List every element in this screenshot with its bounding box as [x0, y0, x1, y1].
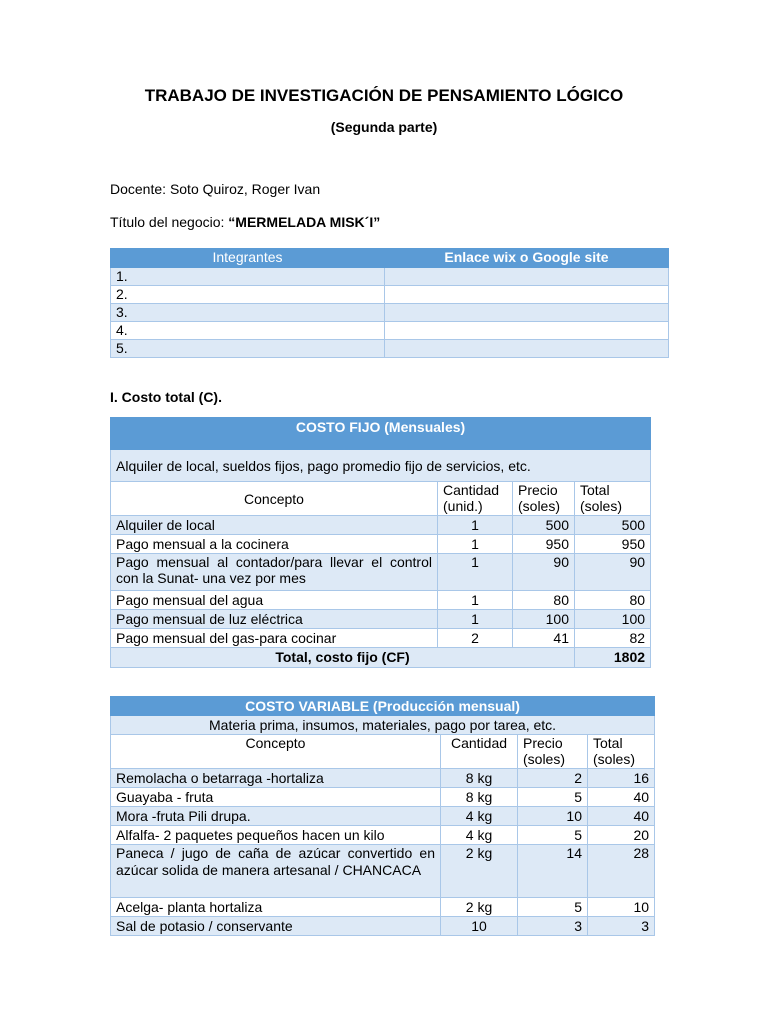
total-value: 1802 — [575, 648, 651, 668]
table-row — [111, 516, 651, 535]
table-row — [111, 845, 655, 898]
cell-cantidad: 4 kg — [441, 826, 518, 845]
col-total: Total (soles) — [588, 735, 655, 769]
total-row — [111, 648, 651, 668]
table-row — [111, 610, 651, 629]
col-cantidad: Cantidad — [441, 735, 518, 769]
cell-precio: 5 — [518, 898, 588, 917]
cell-total: 40 — [588, 788, 655, 807]
cell-total: 950 — [575, 535, 651, 554]
integrante-row: 1. — [111, 268, 385, 286]
cell-precio: 5 — [518, 788, 588, 807]
costo-fijo-title: COSTO FIJO (Mensuales) — [111, 418, 651, 450]
cell-concepto: Acelga- planta hortaliza — [111, 898, 441, 917]
cell-total: 90 — [575, 554, 651, 591]
cell-cantidad: 1 — [438, 516, 513, 535]
total-label: Total, costo fijo (CF) — [111, 648, 575, 668]
table-row — [111, 917, 655, 936]
costo-fijo-table — [110, 417, 651, 668]
cell-cantidad: 2 kg — [441, 898, 518, 917]
cell-precio: 2 — [518, 769, 588, 788]
table-row — [111, 554, 651, 591]
cell-concepto: Pago mensual al contador/para llevar el control con la Sunat- una vez por mes — [111, 554, 438, 591]
cell-precio: 10 — [518, 807, 588, 826]
cell-total: 100 — [575, 610, 651, 629]
cell-concepto: Alfalfa- 2 paquetes pequeños hacen un kilo — [111, 826, 441, 845]
cell-concepto: Mora -fruta Pili drupa. — [111, 807, 441, 826]
cell-total: 28 — [588, 845, 655, 898]
col-total: Total (soles) — [575, 482, 651, 516]
cell-concepto: Guayaba - fruta — [111, 788, 441, 807]
titulo-value: “MERMELADA MISK´I” — [228, 214, 381, 230]
cell-total: 3 — [588, 917, 655, 936]
cell-cantidad: 4 kg — [441, 807, 518, 826]
cell-total: 500 — [575, 516, 651, 535]
integrante-row: 5. — [111, 340, 385, 358]
integrantes-table — [110, 248, 669, 358]
cell-cantidad: 1 — [438, 535, 513, 554]
table-row — [111, 769, 655, 788]
col-precio: Precio (soles) — [518, 735, 588, 769]
cell-precio: 5 — [518, 826, 588, 845]
table-row — [111, 898, 655, 917]
enlace-cell — [385, 268, 669, 286]
enlace-cell — [385, 286, 669, 304]
table-row — [111, 788, 655, 807]
cell-cantidad: 1 — [438, 610, 513, 629]
cell-concepto: Remolacha o betarraga -hortaliza — [111, 769, 441, 788]
cell-concepto: Alquiler de local — [111, 516, 438, 535]
document-title: TRABAJO DE INVESTIGACIÓN DE PENSAMIENTO LÓGICO — [144, 86, 624, 105]
titulo-line — [110, 214, 380, 230]
enlace-header: Enlace wix o Google site — [385, 249, 669, 268]
cell-cantidad: 2 kg — [441, 845, 518, 898]
cell-precio: 950 — [513, 535, 575, 554]
table-row — [111, 535, 651, 554]
cell-cantidad: 1 — [438, 591, 513, 610]
enlace-cell — [385, 304, 669, 322]
integrante-row: 3. — [111, 304, 385, 322]
cell-total: 16 — [588, 769, 655, 788]
cell-precio: 41 — [513, 629, 575, 648]
titulo-label: Título del negocio: — [110, 214, 229, 230]
cell-precio: 90 — [513, 554, 575, 591]
costo-variable-title: COSTO VARIABLE (Producción mensual) — [111, 697, 655, 716]
integrante-row: 4. — [111, 322, 385, 340]
table-row — [111, 826, 655, 845]
col-cantidad: Cantidad (unid.) — [438, 482, 513, 516]
table-row — [111, 591, 651, 610]
cell-total: 20 — [588, 826, 655, 845]
cell-concepto: Pago mensual de luz eléctrica — [111, 610, 438, 629]
costo-fijo-description: Alquiler de local, sueldos fijos, pago promedio fijo de servicios, etc. — [111, 450, 651, 482]
col-concepto: Concepto — [111, 735, 441, 769]
cell-total: 10 — [588, 898, 655, 917]
integrantes-header: Integrantes — [111, 249, 385, 268]
cell-precio: 100 — [513, 610, 575, 629]
table-row — [111, 807, 655, 826]
table-row — [111, 629, 651, 648]
col-concepto: Concepto — [111, 482, 438, 516]
cell-concepto: Pago mensual del gas-para cocinar — [111, 629, 438, 648]
docente-value: Soto Quiroz, Roger Ivan — [169, 181, 321, 197]
enlace-cell — [385, 340, 669, 358]
cell-concepto: Pago mensual a la cocinera — [111, 535, 438, 554]
cell-concepto: Pago mensual del agua — [111, 591, 438, 610]
cell-precio: 3 — [518, 917, 588, 936]
docente-line — [110, 181, 320, 197]
cell-concepto: Paneca / jugo de caña de azúcar convertido en azúcar solida de manera artesanal / CHANCACA — [111, 845, 441, 898]
integrante-row: 2. — [111, 286, 385, 304]
docente-label: Docente: — [110, 181, 170, 197]
costo-variable-table — [110, 696, 655, 936]
cell-cantidad: 10 — [441, 917, 518, 936]
cell-precio: 500 — [513, 516, 575, 535]
cell-total: 80 — [575, 591, 651, 610]
document-subtitle: (Segunda parte) — [330, 119, 438, 135]
enlace-cell — [385, 322, 669, 340]
cell-cantidad: 2 — [438, 629, 513, 648]
section-heading: I. Costo total (C). — [110, 389, 222, 405]
cell-cantidad: 8 kg — [441, 769, 518, 788]
cell-precio: 80 — [513, 591, 575, 610]
costo-variable-description: Materia prima, insumos, materiales, pago por tarea, etc. — [111, 716, 655, 735]
cell-concepto: Sal de potasio / conservante — [111, 917, 441, 936]
cell-cantidad: 1 — [438, 554, 513, 591]
cell-total: 82 — [575, 629, 651, 648]
cell-total: 40 — [588, 807, 655, 826]
col-precio: Precio (soles) — [513, 482, 575, 516]
cell-cantidad: 8 kg — [441, 788, 518, 807]
cell-precio: 14 — [518, 845, 588, 898]
